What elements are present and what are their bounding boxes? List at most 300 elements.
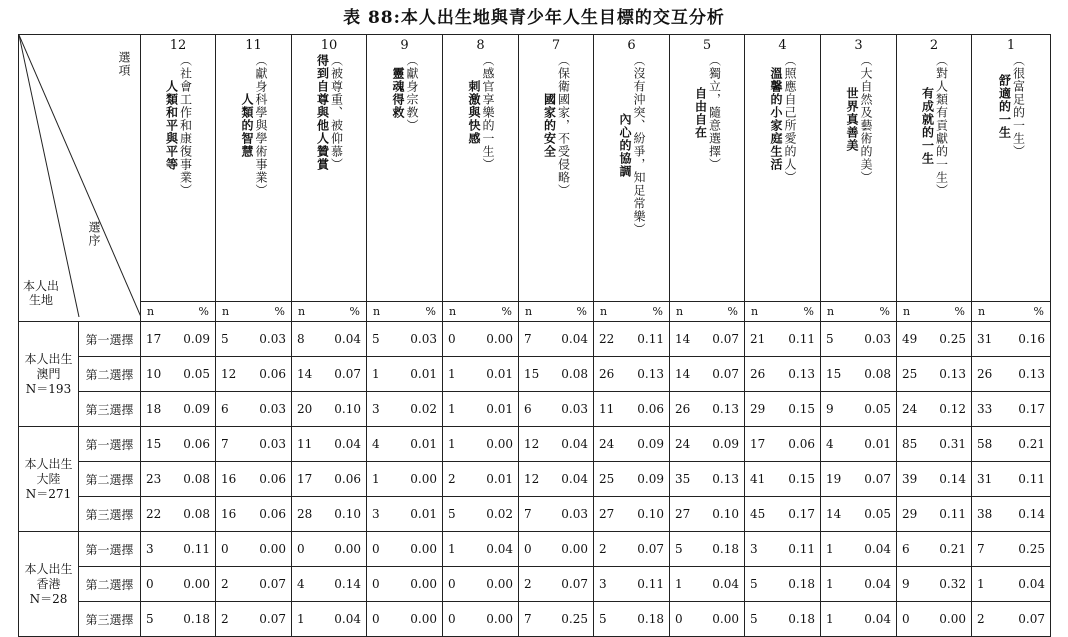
- count-value: 24: [675, 437, 691, 451]
- data-cell: [594, 462, 670, 497]
- count-value: 14: [675, 332, 691, 346]
- count-value: 0: [372, 542, 380, 556]
- count-value: 0: [146, 577, 154, 591]
- percent-label: %: [198, 305, 209, 318]
- count-value: 22: [146, 507, 162, 521]
- data-cell: [972, 322, 1051, 357]
- data-cell: [519, 462, 594, 497]
- column-number: 8: [476, 38, 485, 53]
- data-cell: [292, 497, 367, 532]
- group-line1: 本人出生: [24, 561, 73, 576]
- column-header-11: [216, 35, 292, 302]
- count-value: 1: [448, 437, 456, 451]
- n-percent-header: [443, 302, 519, 322]
- count-value: 5: [448, 507, 456, 521]
- count-value: 0: [221, 542, 229, 556]
- percent-value: 0.25: [561, 612, 588, 626]
- data-cell: [745, 322, 821, 357]
- percent-value: 0.00: [486, 577, 513, 591]
- column-number: 7: [551, 38, 561, 53]
- data-cell: [519, 357, 594, 392]
- choice-order: 第二選擇: [79, 567, 141, 602]
- percent-value: 0.10: [334, 507, 361, 521]
- data-cell: [897, 567, 972, 602]
- order-label: 選序: [87, 221, 101, 247]
- n-percent-header: [367, 302, 443, 322]
- column-header-12: [141, 35, 216, 302]
- percent-value: 0.07: [334, 367, 361, 381]
- data-cell: [821, 497, 897, 532]
- percent-value: 0.07: [637, 542, 664, 556]
- data-cell: [897, 392, 972, 427]
- data-cell: [821, 322, 897, 357]
- count-value: 38: [977, 507, 993, 521]
- percent-value: 0.03: [259, 437, 286, 451]
- count-value: 17: [750, 437, 766, 451]
- percent-value: 0.04: [334, 612, 361, 626]
- data-cell: [821, 602, 897, 637]
- percent-value: 0.09: [637, 472, 664, 486]
- column-header-2: [897, 35, 972, 302]
- percent-label: %: [879, 305, 890, 318]
- percent-value: 0.03: [561, 507, 588, 521]
- data-cell: [443, 567, 519, 602]
- percent-value: 0.01: [486, 402, 513, 416]
- percent-value: 0.02: [486, 507, 513, 521]
- percent-value: 0.09: [712, 437, 739, 451]
- n-label: n: [373, 305, 381, 318]
- data-cell: [594, 357, 670, 392]
- data-cell: [216, 357, 292, 392]
- birthplace-group: [19, 427, 79, 532]
- column-number: 9: [400, 38, 409, 53]
- column-header-6: [594, 35, 670, 302]
- count-value: 0: [524, 542, 532, 556]
- options-label: 選項: [117, 51, 131, 77]
- data-cell: [745, 497, 821, 532]
- percent-value: 0.18: [788, 612, 815, 626]
- percent-value: 0.07: [712, 367, 739, 381]
- percent-value: 0.18: [712, 542, 739, 556]
- count-value: 29: [902, 507, 918, 521]
- data-cell: [897, 497, 972, 532]
- percent-label: %: [954, 305, 965, 318]
- count-value: 3: [146, 542, 154, 556]
- count-value: 0: [372, 612, 380, 626]
- column-title: 世界真善美: [845, 86, 859, 152]
- percent-value: 0.10: [334, 402, 361, 416]
- column-title: 人類和平與平等: [164, 80, 179, 171]
- count-value: 27: [675, 507, 691, 521]
- data-cell: [821, 532, 897, 567]
- column-subtitle: （被尊重、被仰慕）: [329, 54, 344, 171]
- choice-order: 第二選擇: [79, 462, 141, 497]
- percent-value: 0.04: [561, 332, 588, 346]
- percent-value: 0.06: [334, 472, 361, 486]
- count-value: 2: [221, 612, 229, 626]
- percent-label: %: [803, 305, 814, 318]
- count-value: 7: [524, 332, 532, 346]
- group-sample-size: N＝271: [25, 486, 72, 501]
- percent-value: 0.13: [788, 367, 815, 381]
- percent-value: 0.09: [637, 437, 664, 451]
- percent-value: 0.06: [637, 402, 664, 416]
- column-subtitle: （大自然及藝術的美）: [859, 54, 873, 184]
- table-row: [19, 392, 1051, 427]
- count-value: 41: [750, 472, 766, 486]
- data-cell: [670, 322, 745, 357]
- group-line1: 本人出生: [24, 351, 73, 366]
- count-value: 5: [146, 612, 154, 626]
- column-title: 得到自尊與他人贊賞: [315, 54, 330, 171]
- column-header-row: [19, 35, 1051, 302]
- data-cell: [745, 357, 821, 392]
- column-header-7: [519, 35, 594, 302]
- count-value: 15: [524, 367, 540, 381]
- count-value: 21: [750, 332, 766, 346]
- data-cell: [216, 392, 292, 427]
- data-cell: [972, 462, 1051, 497]
- percent-value: 0.00: [334, 542, 361, 556]
- choice-order: 第一選擇: [79, 427, 141, 462]
- column-number: 6: [627, 38, 636, 53]
- n-percent-header-row: [19, 302, 1051, 322]
- n-percent-header: [594, 302, 670, 322]
- count-value: 27: [599, 507, 615, 521]
- percent-value: 0.21: [1018, 437, 1045, 451]
- count-value: 58: [977, 437, 993, 451]
- column-subtitle: （感官享樂的一生）: [481, 54, 495, 171]
- percent-value: 0.08: [183, 507, 210, 521]
- n-percent-header: [216, 302, 292, 322]
- choice-order: 第一選擇: [79, 322, 141, 357]
- table-row: [19, 322, 1051, 357]
- data-cell: [821, 567, 897, 602]
- percent-value: 0.04: [334, 332, 361, 346]
- choice-order: 第三選擇: [79, 602, 141, 637]
- column-header-3: [821, 35, 897, 302]
- percent-value: 0.13: [712, 402, 739, 416]
- n-label: n: [525, 305, 533, 318]
- data-cell: [443, 357, 519, 392]
- n-percent-header: [141, 302, 216, 322]
- count-value: 31: [977, 472, 993, 486]
- percent-value: 0.05: [183, 367, 210, 381]
- page-title: 表 88:本人出生地與青少年人生目標的交互分析: [343, 8, 725, 28]
- column-number: 11: [245, 38, 262, 53]
- data-cell: [141, 462, 216, 497]
- data-cell: [594, 427, 670, 462]
- n-label: n: [298, 305, 306, 318]
- data-cell: [292, 392, 367, 427]
- percent-value: 0.00: [410, 542, 437, 556]
- table-row: [19, 567, 1051, 602]
- corner-diagonals: [19, 35, 141, 317]
- count-value: 8: [297, 332, 305, 346]
- data-cell: [443, 392, 519, 427]
- percent-value: 0.08: [864, 367, 891, 381]
- count-value: 26: [675, 402, 691, 416]
- data-cell: [519, 392, 594, 427]
- table-row: [19, 462, 1051, 497]
- data-cell: [972, 567, 1051, 602]
- count-value: 7: [524, 507, 532, 521]
- data-cell: [594, 567, 670, 602]
- percent-value: 0.03: [259, 332, 286, 346]
- count-value: 5: [750, 612, 758, 626]
- column-subtitle: （社會工作和康復事業）: [178, 54, 193, 197]
- data-cell: [292, 602, 367, 637]
- count-value: 2: [524, 577, 532, 591]
- count-value: 1: [448, 367, 456, 381]
- data-cell: [141, 392, 216, 427]
- percent-label: %: [274, 305, 285, 318]
- percent-value: 0.07: [259, 612, 286, 626]
- column-subtitle: （保衛國家，不受侵略）: [556, 54, 571, 197]
- choice-order: 第一選擇: [79, 532, 141, 567]
- count-value: 3: [372, 402, 380, 416]
- data-cell: [367, 567, 443, 602]
- column-number: 5: [702, 38, 712, 53]
- percent-value: 0.18: [183, 612, 210, 626]
- percent-value: 0.15: [788, 402, 815, 416]
- count-value: 29: [750, 402, 766, 416]
- data-cell: [745, 427, 821, 462]
- data-cell: [897, 427, 972, 462]
- n-percent-header: [292, 302, 367, 322]
- count-value: 17: [297, 472, 313, 486]
- count-value: 18: [146, 402, 162, 416]
- percent-value: 0.06: [259, 472, 286, 486]
- data-cell: [972, 497, 1051, 532]
- count-value: 0: [902, 612, 910, 626]
- percent-value: 0.18: [637, 612, 664, 626]
- group-line2: 澳門: [36, 366, 61, 381]
- data-cell: [141, 497, 216, 532]
- count-value: 16: [221, 472, 237, 486]
- percent-value: 0.17: [788, 507, 815, 521]
- count-value: 0: [448, 612, 456, 626]
- percent-value: 0.05: [864, 507, 891, 521]
- data-cell: [594, 392, 670, 427]
- data-cell: [216, 427, 292, 462]
- data-cell: [141, 357, 216, 392]
- data-cell: [519, 602, 594, 637]
- data-cell: [972, 602, 1051, 637]
- n-percent-header: [897, 302, 972, 322]
- percent-value: 0.03: [410, 332, 437, 346]
- count-value: 24: [599, 437, 615, 451]
- data-cell: [897, 602, 972, 637]
- percent-value: 0.04: [864, 612, 891, 626]
- percent-value: 0.11: [637, 332, 664, 346]
- column-header-4: [745, 35, 821, 302]
- data-cell: [141, 567, 216, 602]
- data-cell: [745, 602, 821, 637]
- count-value: 14: [675, 367, 691, 381]
- choice-order: 第三選擇: [79, 497, 141, 532]
- percent-value: 0.17: [1018, 402, 1045, 416]
- data-cell: [821, 462, 897, 497]
- count-value: 0: [448, 332, 456, 346]
- percent-value: 0.04: [864, 577, 891, 591]
- count-value: 45: [750, 507, 766, 521]
- column-title: 人類的智慧: [240, 93, 254, 158]
- percent-value: 0.14: [939, 472, 966, 486]
- percent-label: %: [349, 305, 360, 318]
- data-cell: [897, 462, 972, 497]
- n-label: n: [222, 305, 230, 318]
- data-cell: [367, 462, 443, 497]
- count-value: 1: [977, 577, 985, 591]
- column-header-9: [367, 35, 443, 302]
- count-value: 1: [826, 612, 834, 626]
- data-cell: [821, 357, 897, 392]
- group-line2: 香港: [36, 576, 61, 591]
- data-cell: [745, 392, 821, 427]
- data-cell: [443, 427, 519, 462]
- column-title: 自由自在: [693, 86, 708, 139]
- column-title: 舒適的一生: [997, 73, 1012, 139]
- percent-value: 0.00: [939, 612, 966, 626]
- count-value: 33: [977, 402, 993, 416]
- percent-value: 0.12: [939, 402, 966, 416]
- data-cell: [745, 567, 821, 602]
- percent-value: 0.04: [334, 437, 361, 451]
- count-value: 26: [977, 367, 993, 381]
- percent-value: 0.00: [410, 472, 437, 486]
- data-cell: [670, 567, 745, 602]
- count-value: 25: [902, 367, 918, 381]
- n-label: n: [676, 305, 684, 318]
- count-value: 17: [146, 332, 162, 346]
- data-cell: [821, 392, 897, 427]
- percent-value: 0.11: [637, 577, 664, 591]
- percent-value: 0.01: [486, 367, 513, 381]
- column-number: 1: [1006, 38, 1016, 53]
- column-title: 有成就的一生: [920, 86, 935, 165]
- count-value: 2: [448, 472, 456, 486]
- data-cell: [972, 357, 1051, 392]
- count-value: 6: [524, 402, 532, 416]
- n-label: n: [449, 305, 457, 318]
- percent-value: 0.10: [712, 507, 739, 521]
- data-cell: [670, 602, 745, 637]
- percent-value: 0.03: [561, 402, 588, 416]
- count-value: 1: [826, 542, 834, 556]
- percent-value: 0.04: [1018, 577, 1045, 591]
- table-row: [19, 427, 1051, 462]
- data-cell: [670, 392, 745, 427]
- column-number: 3: [854, 38, 863, 53]
- percent-value: 0.21: [939, 542, 966, 556]
- birthplace-label: 本人出生地: [22, 279, 59, 307]
- count-value: 5: [826, 332, 834, 346]
- data-cell: [443, 322, 519, 357]
- data-cell: [443, 602, 519, 637]
- column-subtitle: （照應自己所愛的人）: [783, 54, 797, 184]
- percent-value: 0.00: [561, 542, 588, 556]
- column-title: 刺激與快感: [467, 80, 481, 145]
- percent-value: 0.01: [486, 472, 513, 486]
- percent-value: 0.13: [1018, 367, 1045, 381]
- n-percent-header: [972, 302, 1051, 322]
- data-cell: [216, 602, 292, 637]
- data-cell: [972, 427, 1051, 462]
- data-cell: [594, 497, 670, 532]
- count-value: 0: [297, 542, 305, 556]
- n-label: n: [827, 305, 835, 318]
- data-cell: [367, 532, 443, 567]
- count-value: 35: [675, 472, 691, 486]
- count-value: 19: [826, 472, 842, 486]
- birthplace-group: [19, 322, 79, 427]
- percent-value: 0.04: [712, 577, 739, 591]
- data-cell: [443, 497, 519, 532]
- n-label: n: [978, 305, 986, 318]
- count-value: 20: [297, 402, 313, 416]
- count-value: 0: [372, 577, 380, 591]
- percent-value: 0.01: [410, 437, 437, 451]
- n-label: n: [147, 305, 155, 318]
- percent-value: 0.07: [561, 577, 588, 591]
- count-value: 24: [902, 402, 918, 416]
- data-cell: [216, 322, 292, 357]
- data-cell: [519, 567, 594, 602]
- percent-value: 0.07: [864, 472, 891, 486]
- data-cell: [216, 497, 292, 532]
- percent-value: 0.25: [939, 332, 966, 346]
- data-cell: [141, 427, 216, 462]
- percent-value: 0.01: [410, 367, 437, 381]
- group-sample-size: N＝193: [25, 381, 72, 396]
- data-cell: [897, 532, 972, 567]
- n-percent-header: [670, 302, 745, 322]
- group-line2: 大陸: [36, 471, 61, 486]
- percent-value: 0.06: [259, 507, 286, 521]
- table-row: [19, 497, 1051, 532]
- data-cell: [670, 427, 745, 462]
- count-value: 15: [826, 367, 842, 381]
- percent-value: 0.04: [561, 437, 588, 451]
- count-value: 26: [750, 367, 766, 381]
- data-cell: [367, 357, 443, 392]
- percent-value: 0.03: [259, 402, 286, 416]
- percent-value: 0.14: [1018, 507, 1045, 521]
- count-value: 2: [221, 577, 229, 591]
- count-value: 3: [750, 542, 758, 556]
- column-title: 內心的協調: [618, 112, 632, 178]
- data-cell: [594, 322, 670, 357]
- count-value: 1: [448, 542, 456, 556]
- count-value: 11: [599, 402, 615, 416]
- percent-value: 0.04: [486, 542, 513, 556]
- count-value: 1: [675, 577, 683, 591]
- n-label: n: [751, 305, 759, 318]
- percent-value: 0.05: [864, 402, 891, 416]
- count-value: 12: [524, 437, 540, 451]
- data-cell: [670, 532, 745, 567]
- data-cell: [897, 322, 972, 357]
- data-cell: [594, 602, 670, 637]
- percent-value: 0.00: [486, 437, 513, 451]
- count-value: 23: [146, 472, 162, 486]
- column-header-1: [972, 35, 1051, 302]
- group-sample-size: N＝28: [29, 591, 68, 606]
- percent-value: 0.13: [712, 472, 739, 486]
- count-value: 49: [902, 332, 918, 346]
- percent-value: 0.06: [788, 437, 815, 451]
